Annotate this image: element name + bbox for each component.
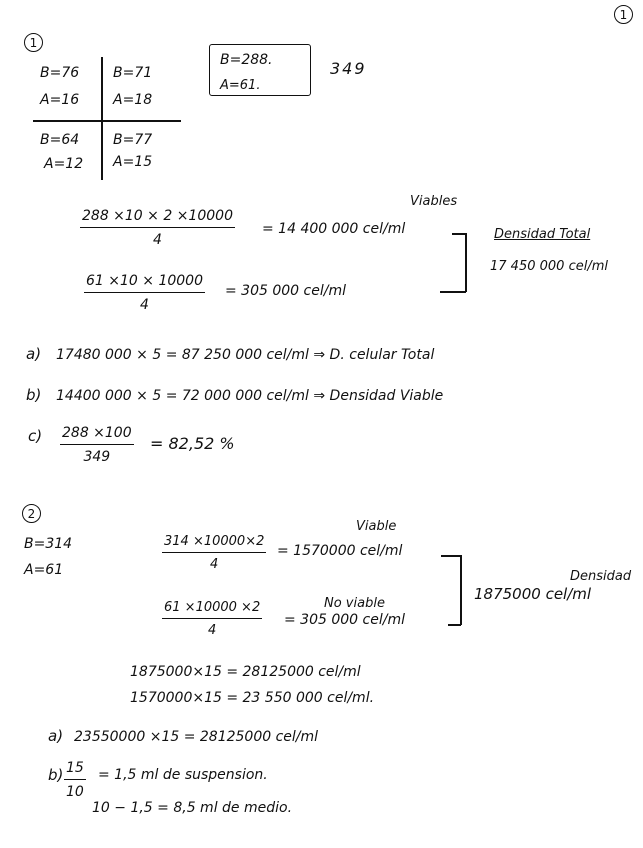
p2-calc2-result: = 305 000 cel/ml [284, 612, 405, 628]
p2-answer-b-numerator: 15 [66, 760, 84, 776]
calc2-fraction [84, 273, 205, 313]
calc2-result: = 305 000 cel/ml [225, 283, 346, 299]
p2-answer-a-text: 23550000 ×15 = 28125000 cel/ml [74, 729, 319, 745]
answer-b-label: b) [26, 386, 42, 404]
p2-calc1-result: = 1570000 cel/ml [277, 543, 403, 559]
p2-calc1-numerator: 314 ×10000×2 [164, 534, 265, 549]
total-a: A=61. [220, 78, 261, 93]
answer-c-denominator: 349 [83, 449, 111, 465]
p2-viable-label: Viable [356, 519, 397, 534]
fraction-bar [162, 618, 262, 619]
answer-a-label: a) [26, 345, 42, 363]
total-count: 349 [330, 59, 367, 78]
total-b: B=288. [220, 52, 273, 68]
viables-label: Viables [410, 194, 458, 209]
p2-answer-b-denominator: 10 [66, 784, 84, 800]
answer-c-numerator: 288 ×100 [62, 425, 132, 441]
fraction-bar [84, 292, 205, 293]
grid-q1-a: A=16 [40, 92, 80, 108]
problem-1-number: 1 [24, 33, 43, 52]
page-number: 1 [614, 5, 633, 24]
p2-bracket-top [441, 555, 461, 557]
calc1-result: = 14 400 000 cel/ml [262, 221, 406, 237]
grid-q2-b: B=71 [113, 65, 153, 81]
bracket-bottom [440, 291, 466, 293]
bracket-vertical [465, 233, 467, 292]
calc2-denominator: 4 [140, 297, 149, 313]
p2-answer-b-text: = 1,5 ml de suspension. [98, 767, 268, 783]
p2-answer-b-line2: 10 − 1,5 = 8,5 ml de medio. [92, 800, 293, 816]
problem-2-number: 2 [22, 504, 41, 523]
answer-b-text: 14400 000 × 5 = 72 000 000 cel/ml ⇒ Densidad Viable [56, 388, 444, 404]
fraction-bar [80, 227, 235, 228]
p2-bracket-vertical [460, 555, 462, 625]
p2-answer-a-label: a) [48, 727, 64, 745]
p2-density-title: Densidad [570, 569, 632, 584]
p2-calc1-denominator: 4 [210, 557, 219, 572]
p2-density-value: 1875000 cel/ml [474, 585, 592, 603]
p2-answer-b-label: b) [48, 766, 64, 784]
p2-no-viable-label: No viable [324, 596, 385, 611]
density-total-title: Densidad Total [494, 227, 591, 242]
calc1-numerator: 288 ×10 × 2 ×10000 [82, 208, 233, 224]
grid-q1-b: B=76 [40, 65, 80, 81]
p2-line-2: 1570000×15 = 23 550 000 cel/ml. [130, 690, 375, 706]
p2-bracket-bottom [448, 624, 461, 626]
p2-calc2-numerator: 61 ×10000 ×2 [164, 600, 261, 615]
grid-q4-b: B=77 [113, 132, 153, 148]
density-total-value: 17 450 000 cel/ml [490, 259, 608, 274]
p2-calc1-fraction [162, 534, 266, 572]
answer-c-fraction [60, 425, 134, 465]
grid-q2-a: A=18 [113, 92, 153, 108]
answer-c-result: = 82,52 % [150, 434, 235, 453]
bracket-top [452, 233, 466, 235]
fraction-bar [64, 779, 86, 780]
grid-q3-b: B=64 [40, 132, 80, 148]
grid-vertical-line [101, 57, 103, 180]
calc1-denominator: 4 [153, 232, 162, 248]
calc2-numerator: 61 ×10 × 10000 [86, 273, 203, 289]
p2-a-value: A=61 [24, 562, 64, 578]
grid-q4-a: A=15 [113, 154, 153, 170]
p2-calc2-fraction [162, 600, 262, 638]
answer-c-label: c) [28, 427, 43, 445]
calc1-fraction [80, 208, 235, 248]
p2-calc2-denominator: 4 [207, 623, 217, 638]
p2-b-value: B=314 [24, 536, 73, 552]
p2-answer-b-fraction [64, 760, 86, 800]
grid-q3-a: A=12 [44, 156, 84, 172]
p2-line-1: 1875000×15 = 28125000 cel/ml [130, 664, 361, 680]
grid-horizontal-line [33, 120, 181, 122]
fraction-bar [162, 552, 266, 553]
answer-a-text: 17480 000 × 5 = 87 250 000 cel/ml ⇒ D. celular Total [56, 347, 435, 363]
fraction-bar [60, 444, 134, 445]
